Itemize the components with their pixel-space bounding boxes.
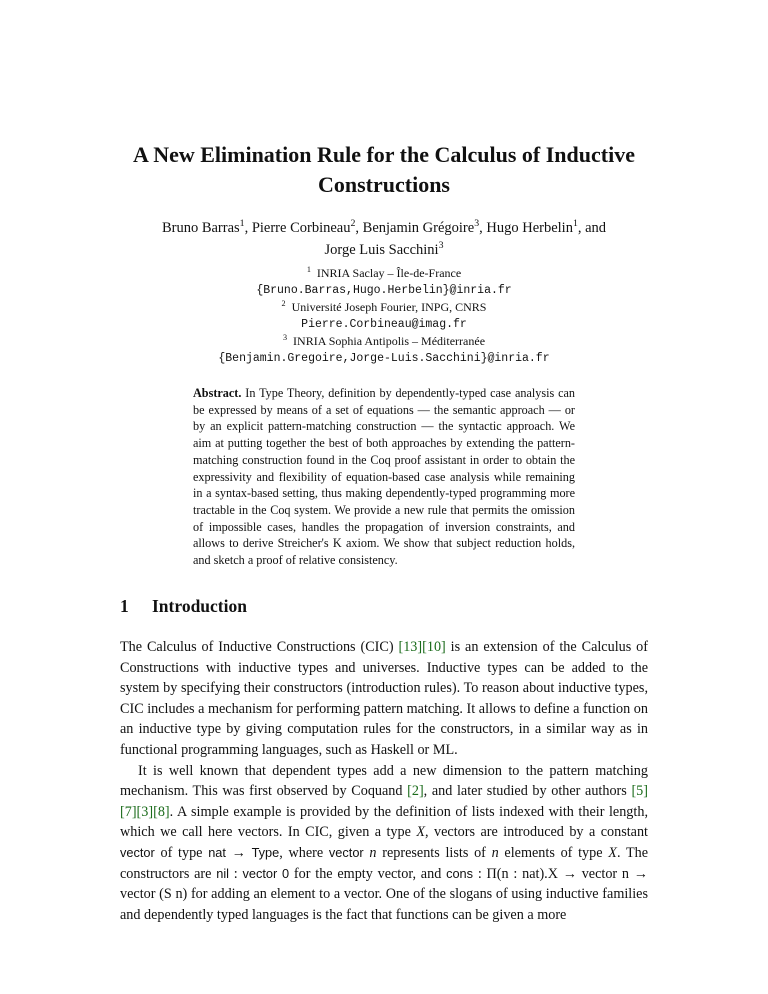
text-run: , vectors are introduced by a constant [425, 824, 648, 841]
affiliation-number: 2 [281, 299, 286, 308]
text-run: for the empty vector, and [289, 865, 447, 882]
author-name: Pierre Corbineau [251, 220, 351, 236]
math-const: vector [328, 844, 364, 860]
text-run: . The constructors are [120, 844, 649, 882]
author-affiliation-mark: 3 [438, 240, 444, 252]
abstract-text: In Type Theory, definition by dependently-typed case analysis can be expressed by means of a set of equations — the semantic approach — or by an explicit pattern-matching construction — the syntactic approach. We aim at putting together the best of both approaches by extending the pattern-matching construction found in the Coq proof assistant in order to obtain the expressivity and flexibility of equation-based case analysis while remaining in a syntax-based setting, thus making dependently-typed programming more tractable in the Coq system. We provide a new rule that permits the omission of impossible cases, handles the propagation of inversion constraints, and allows to derive Streicher's K axiom. We show that subject reduction holds, and sketch a proof of relative consistency. [193, 386, 575, 568]
affiliation-email: Pierre.Corbineau@imag.fr [301, 318, 467, 331]
math-expression: : Π(n : nat).X → vector n → vector (S n) [120, 865, 648, 903]
author-name: Hugo Herbelin [486, 220, 573, 236]
section-title: Introduction [152, 596, 247, 616]
affiliation-block [110, 265, 658, 367]
math-const: cons [446, 865, 474, 881]
abstract [193, 385, 575, 569]
math-const: vector 0 [242, 865, 290, 881]
paragraph [120, 761, 648, 926]
text-run: , where [279, 844, 329, 861]
affiliation-institution: INRIA Saclay – Île-de-France [316, 266, 462, 280]
math-var: n [369, 844, 377, 861]
math-var: X [608, 844, 617, 861]
author-name: Benjamin Grégoire [362, 220, 475, 236]
text-run: of type [154, 844, 209, 861]
citation-link[interactable]: [3] [136, 803, 154, 820]
citation-link[interactable]: [5] [631, 783, 648, 800]
text-run: It is well known that dependent types add a new dimension to the pattern matching mechanism. This was first observed by Coquand [120, 762, 648, 800]
author-name: Jorge Luis Sacchini [324, 242, 439, 258]
author-name: Bruno Barras [161, 220, 240, 236]
affiliation-1 [110, 265, 658, 282]
text-run: : [229, 865, 243, 882]
affiliation-3 [110, 333, 658, 350]
math-const: nil [216, 865, 230, 881]
affiliation-2 [110, 299, 658, 316]
author-affiliation-mark: 3 [474, 218, 480, 230]
affiliation-email: {Bruno.Barras,Hugo.Herbelin}@inria.fr [256, 284, 512, 297]
author-affiliation-mark: 2 [350, 218, 356, 230]
citation-link[interactable]: [7] [120, 803, 137, 820]
affiliation-email: {Benjamin.Gregoire,Jorge-Luis.Sacchini}@inria.fr [218, 352, 550, 365]
affiliation-number: 3 [282, 333, 288, 342]
text-run: elements of type [498, 844, 609, 861]
affiliation-institution: INRIA Sophia Antipolis – Méditerranée [293, 334, 486, 348]
affiliation-number: 1 [306, 265, 311, 274]
text-run: The Calculus of Inductive Constructions (CIC) [120, 639, 399, 655]
paper-title: A New Elimination Rule for the Calculus of Inductive Constructions [133, 142, 635, 197]
author-and: and [585, 220, 607, 236]
author-affiliation-mark: 1 [239, 218, 245, 230]
math-var: n [491, 844, 499, 861]
author-affiliation-mark: 1 [572, 218, 578, 230]
section-number: 1 [120, 596, 129, 616]
body-text [120, 637, 648, 925]
math-const: nat [208, 844, 226, 860]
math-const: Type [251, 844, 280, 860]
paragraph [120, 637, 648, 761]
citation-link[interactable]: [10] [422, 639, 446, 655]
citation-link[interactable]: [13] [398, 639, 423, 655]
citation-link[interactable]: [2] [407, 783, 424, 800]
math-const: vector [120, 844, 155, 860]
text-run: → [225, 844, 252, 861]
text-run: represents lists of [376, 844, 492, 861]
citation-link[interactable]: [8] [153, 803, 170, 820]
text-run: for adding an element to a vector. One of the slogans of using inductive families and dependently typed languages is the fact that functions can be given a more [120, 886, 648, 923]
math-var: X [416, 824, 426, 841]
section-heading [120, 595, 648, 617]
text-run: , and later studied by other authors [423, 783, 632, 800]
text-run: . A simple example is provided by the definition of lists indexed with their length, which we call here vectors. In CIC, given a type [120, 803, 648, 841]
author-list: Bruno Barras$^1$, Pierre Corbineau$^2$, Benjamin Grégoire$^3$, Hugo Herbelin$^1$, and Jorge Luis Sacchini$^3$ [161, 218, 607, 258]
affiliation-institution: Université Joseph Fourier, INPG, CNRS [291, 300, 487, 314]
abstract-label: Abstract. [193, 386, 242, 400]
text-run: is an extension of the Calculus of Constructions with inductive types and universes. Inductive types can be added to the system by specifying their constructors (introduction rules). To reason about inductive types, CIC includes a mechanism for performing pattern matching. It allows to define a function on an inductive type by giving computation rules for the constructors, in a similar way as in functional programming languages, such as Haskell or ML. [120, 639, 648, 758]
